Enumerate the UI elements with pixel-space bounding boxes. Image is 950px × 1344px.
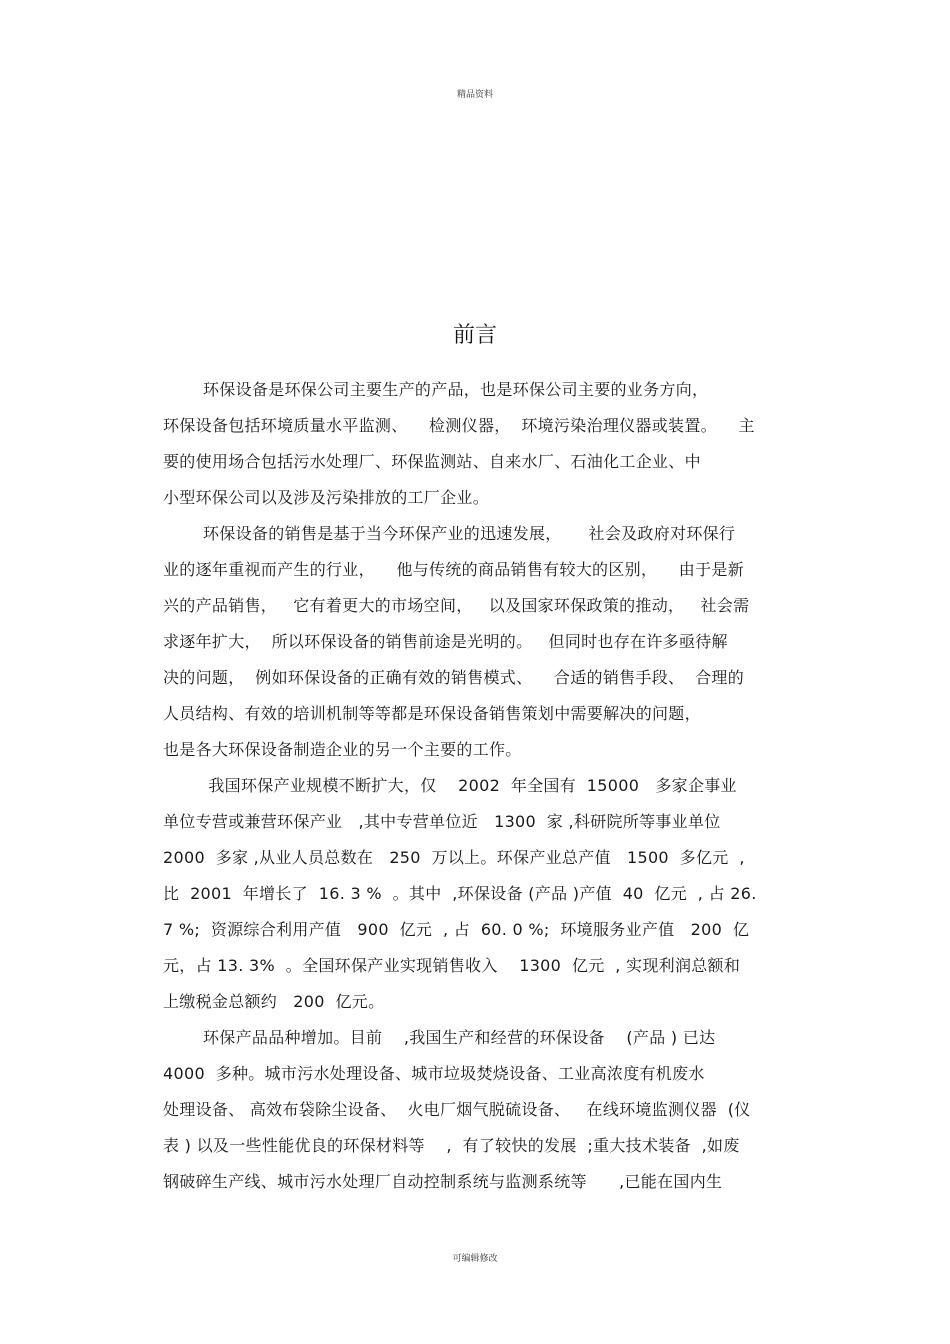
text-line: 上缴税金总额约 200 亿元。	[163, 992, 385, 1011]
text-line: 环保产品品种增加。目前 ,我国生产和经营的环保设备 (产品 ) 已达	[203, 1028, 716, 1047]
text-line: 业的逐年重视而产生的行业， 他与传统的商品销售有较大的区别， 由于是新	[163, 560, 744, 579]
page-footer: 可编辑修改	[452, 1254, 498, 1264]
document-title: 前言	[452, 323, 497, 348]
text-line: 单位专营或兼营环保产业 ,其中专营单位近 1300 家 ,科研院所等事业单位	[163, 812, 721, 831]
page-header: 精品资料	[456, 90, 493, 100]
text-line: 7 %; 资源综合利用产值 900 亿元 , 占 60. 0 %; 环境服务业产值 200 亿	[163, 920, 750, 939]
text-line: 表 ) 以及一些性能优良的环保材料等 , 有了较快的发展 ;重大技术装备 ,如废	[163, 1136, 740, 1155]
document-body	[163, 372, 803, 1200]
text-line: 求逐年扩大， 所以环保设备的销售前途是光明的。 但同时也存在许多亟待解	[163, 632, 728, 651]
text-line: 决的问题， 例如环保设备的正确有效的销售模式、 合适的销售手段、 合理的	[163, 668, 744, 687]
text-line: 兴的产品销售， 它有着更大的市场空间， 以及国家环保政策的推动， 社会需	[163, 596, 750, 615]
text-line: 人员结构、有效的培训机制等等都是环保设备销售策划中需要解决的问题，	[163, 704, 701, 723]
text-line: 也是各大环保设备制造企业的另一个主要的工作。	[163, 740, 522, 759]
text-line: 2000 多家 ,从业人员总数在 250 万以上。环保产业总产值 1500 多亿元 ,	[163, 848, 745, 867]
text-line: 环保设备是环保公司主要生产的产品，也是环保公司主要的业务方向，	[203, 380, 709, 399]
text-line: 环保设备包括环境质量水平监测、 检测仪器， 环境污染治理仪器或装置。 主	[163, 416, 755, 435]
text-line: 钢破碎生产线、城市污水处理厂自动控制系统与监测系统等 ,已能在国内生	[163, 1172, 723, 1191]
text-line: 小型环保公司以及涉及污染排放的工厂企业。	[163, 488, 490, 507]
text-line: 元，占 13. 3% 。全国环保产业实现销售收入 1300 亿元 , 实现利润总额和	[163, 956, 741, 975]
text-line: 比 2001 年增长了 16. 3 % 。其中 ,环保设备 (产品 )产值 40 亿元 , 占 26.	[163, 884, 757, 903]
text-line: 我国环保产业规模不断扩大，仅 2002 年全国有 15000 多家企事业	[203, 776, 737, 795]
text-line: 要的使用场合包括污水处理厂、环保监测站、自来水厂、石油化工企业、中	[163, 452, 701, 471]
text-line: 处理设备、 高效布袋除尘设备、 火电厂烟气脱硫设备、 在线环境监测仪器 (仪	[163, 1100, 751, 1119]
text-line: 环保设备的销售是基于当今环保产业的迅速发展， 社会及政府对环保行	[203, 524, 736, 543]
text-line: 4000 多种。城市污水处理设备、城市垃圾焚烧设备、工业高浓度有机废水	[163, 1064, 705, 1083]
